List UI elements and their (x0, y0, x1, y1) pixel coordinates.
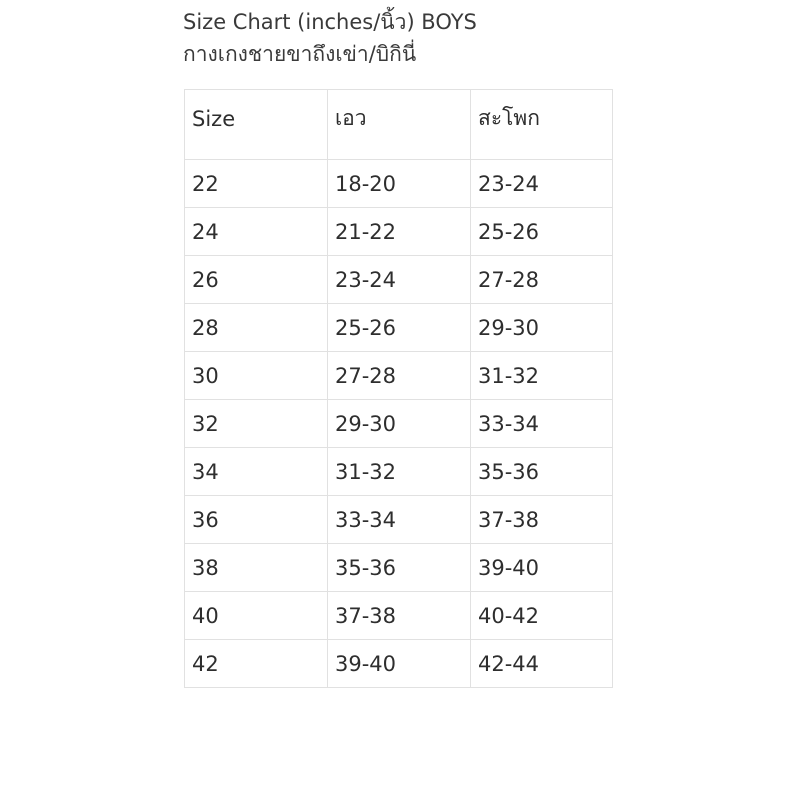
column-header-waist: เอว (328, 90, 471, 160)
waist-cell: 25-26 (328, 304, 471, 352)
size-cell: 26 (185, 256, 328, 304)
waist-cell: 21-22 (328, 208, 471, 256)
column-header-hip: สะโพก (471, 90, 613, 160)
table-row (185, 544, 613, 592)
hip-cell: 31-32 (471, 352, 613, 400)
waist-cell: 23-24 (328, 256, 471, 304)
size-chart-table (184, 89, 613, 688)
waist-cell: 31-32 (328, 448, 471, 496)
size-cell: 30 (185, 352, 328, 400)
hip-cell: 39-40 (471, 544, 613, 592)
hip-cell: 23-24 (471, 160, 613, 208)
size-cell: 38 (185, 544, 328, 592)
size-cell: 34 (185, 448, 328, 496)
waist-cell: 35-36 (328, 544, 471, 592)
hip-cell: 33-34 (471, 400, 613, 448)
column-header-size: Size (185, 90, 328, 160)
waist-cell: 39-40 (328, 640, 471, 688)
size-cell: 36 (185, 496, 328, 544)
size-cell: 28 (185, 304, 328, 352)
table-row (185, 496, 613, 544)
table-row (185, 352, 613, 400)
title-block (183, 6, 743, 70)
hip-cell: 29-30 (471, 304, 613, 352)
hip-cell: 27-28 (471, 256, 613, 304)
hip-cell: 37-38 (471, 496, 613, 544)
table-row (185, 592, 613, 640)
size-cell: 32 (185, 400, 328, 448)
table-row (185, 400, 613, 448)
waist-cell: 27-28 (328, 352, 471, 400)
hip-cell: 35-36 (471, 448, 613, 496)
table-body (185, 160, 613, 688)
table-header-row (185, 90, 613, 160)
waist-cell: 18-20 (328, 160, 471, 208)
size-cell: 42 (185, 640, 328, 688)
hip-cell: 42-44 (471, 640, 613, 688)
size-cell: 24 (185, 208, 328, 256)
size-cell: 40 (185, 592, 328, 640)
table-row (185, 256, 613, 304)
page-subtitle: กางเกงชายขาถึงเข่า/บิกินี่ (183, 42, 417, 66)
page-title: Size Chart (inches/นิ้ว) BOYS (183, 10, 477, 34)
size-cell: 22 (185, 160, 328, 208)
hip-cell: 40-42 (471, 592, 613, 640)
table-row (185, 160, 613, 208)
waist-cell: 33-34 (328, 496, 471, 544)
table-row (185, 208, 613, 256)
table-row (185, 448, 613, 496)
waist-cell: 29-30 (328, 400, 471, 448)
table-row (185, 304, 613, 352)
hip-cell: 25-26 (471, 208, 613, 256)
waist-cell: 37-38 (328, 592, 471, 640)
table-row (185, 640, 613, 688)
